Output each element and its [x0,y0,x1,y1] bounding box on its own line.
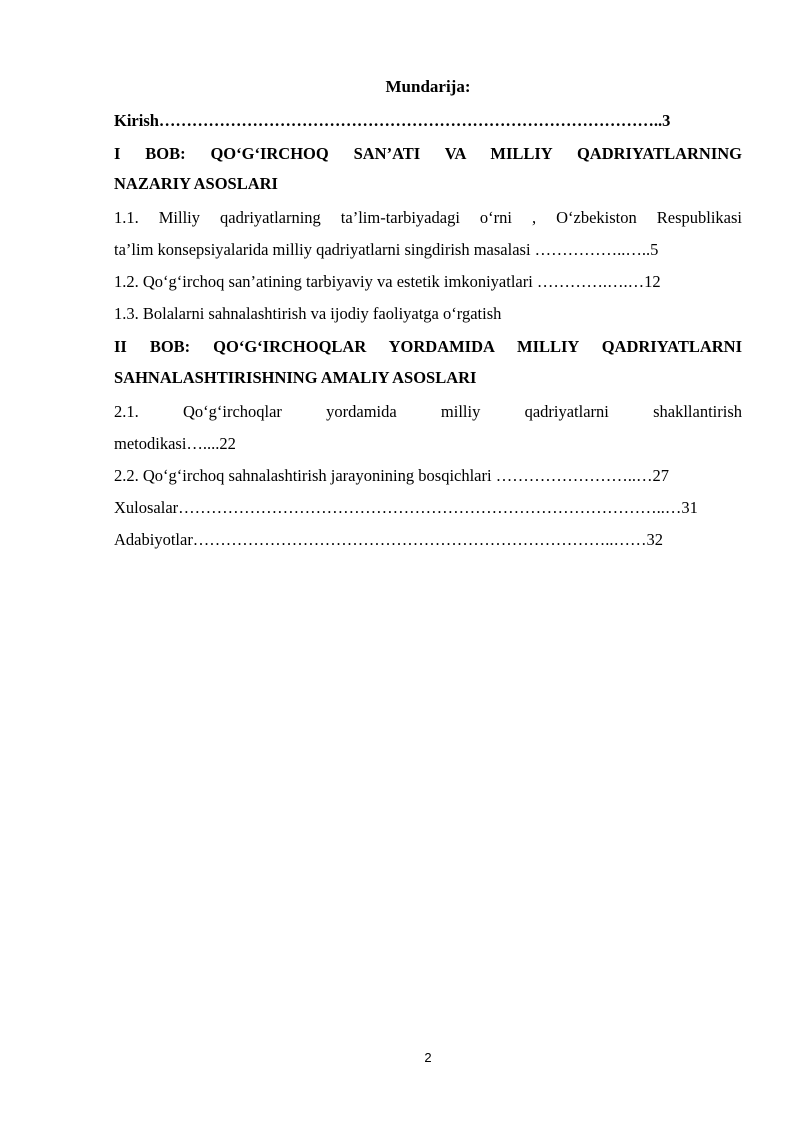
toc-entry-1-3: 1.3. Bolalarni sahnalashtirish va ijodiy faoliyatga o‘rgatish [114,304,502,323]
toc-chapter-1-heading-line-2: NAZARIY ASOSLARI [114,174,278,193]
page-title: Mundarija: [385,77,471,96]
page-number: 2 [424,1050,432,1065]
toc-entry-1-1-line-1: 1.1. Milliy qadriyatlarning ta’lim-tarbiyadagi o‘rni , O‘zbekiston Respublikasi [114,208,742,227]
toc-entry-2-1-line-2: metodikasi…....22 [114,434,236,453]
toc-chapter-1-heading-line-1: I BOB: QO‘G‘IRCHOQ SAN’ATI VA MILLIY QADRIYATLARNING [114,144,742,163]
toc-entry-adabiyotlar: Adabiyotlar…………………………………………………………………..……32 [114,530,664,549]
toc-entry-xulosalar: Xulosalar……………………………………………………………………………..…31 [114,498,698,517]
toc-chapter-2-heading-line-1: II BOB: QO‘G‘IRCHOQLAR YORDAMIDA MILLIY QADRIYATLARNI [114,337,742,356]
toc-entry-1-2: 1.2. Qo‘g‘irchoq san’atining tarbiyaviy va estetik imkoniyatlari ………….….…12 [114,272,661,291]
toc-entry-2-1-line-1: 2.1. Qo‘g‘irchoqlar yordamida milliy qadriyatlarni shakllantirish [114,402,742,421]
toc-entry-kirish: Kirish………………………………………………………………………………..3 [114,111,671,130]
toc-entry-1-1-line-2: ta’lim konsepsiyalarida milliy qadriyatlarni singdirish masalasi ……………..…..5 [114,240,659,259]
toc-entry-2-2: 2.2. Qo‘g‘irchoq sahnalashtirish jarayonining bosqichlari ……………………..…27 [114,466,669,485]
toc-chapter-2-heading-line-2: SAHNALASHTIRISHNING AMALIY ASOSLARI [114,368,477,387]
